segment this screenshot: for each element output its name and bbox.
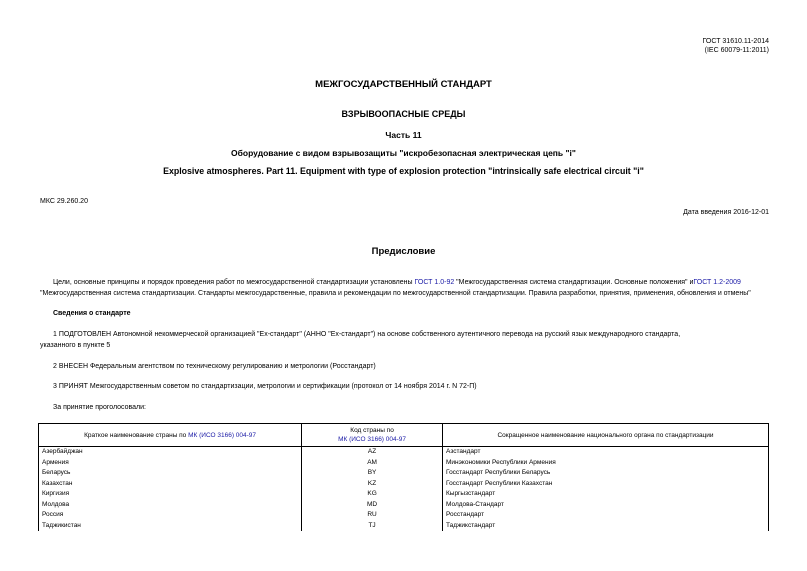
cell-standards-body: Азстандарт — [442, 447, 768, 458]
cell-country: Молдова — [39, 500, 302, 511]
gost-1-2-2009-link[interactable]: ГОСТ 1.2-2009 — [693, 279, 741, 286]
mks-code: МКС 29.260.20 — [40, 198, 88, 205]
paragraph-text: Цели, основные принципы и порядок проведения работ по межгосударственной стандартизации установлены — [53, 279, 415, 286]
table-header-row — [39, 424, 769, 447]
standard-title: ВЗРЫВООПАСНЫЕ СРЕДЫ — [341, 109, 466, 119]
table-row — [39, 489, 769, 500]
foreword-paragraph-1-continued: "Межгосударственная система стандартизации. Стандарты межгосударственные, правила и рекомендации по межгосударственной стандартизации. Правила разработки, принятия, применения, обновления и отмены" — [40, 290, 751, 297]
item-1-prepared: 1 ПОДГОТОВЛЕН Автономной некоммерческой организацией "Ех-стандарт" (АННО "Ех-стандарт") на основе собственного аутентичного перевода на русский язык международного стандарта, — [53, 331, 681, 338]
col-country-code — [302, 424, 443, 447]
table-row — [39, 521, 769, 532]
cell-code: KZ — [302, 479, 443, 490]
standard-subtitle-en: Explosive atmospheres. Part 11. Equipment with type of explosion protection "intrinsically safe electrical circuit "i" — [163, 166, 644, 176]
cell-country: Россия — [39, 510, 302, 521]
item-2-introduced: 2 ВНЕСЕН Федеральным агентством по техническому регулированию и метрологии (Росстандарт) — [53, 363, 376, 370]
standard-type-heading: МЕЖГОСУДАРСТВЕННЫЙ СТАНДАРТ — [315, 79, 492, 90]
mk-iso-link[interactable]: МК (ИСО 3166) 004-97 — [188, 431, 257, 439]
standard-id: ГОСТ 31610.11-2014 — [702, 38, 769, 45]
gost-1-0-92-link[interactable]: ГОСТ 1.0-92 — [414, 279, 455, 286]
cell-country: Азербайджан — [39, 447, 302, 458]
table-row — [39, 510, 769, 521]
iec-reference: (IEC 60079-11:2011) — [704, 47, 769, 54]
cell-country: Киргизия — [39, 489, 302, 500]
cell-country: Таджикистан — [39, 521, 302, 532]
cell-standards-body: Госстандарт Республики Беларусь — [442, 468, 768, 479]
cell-standards-body: Росстандарт — [442, 510, 768, 521]
col-standards-body: Сокращенное наименование национального органа по стандартизации — [442, 424, 768, 447]
table-row — [39, 479, 769, 490]
header-text: Код страны по — [350, 427, 394, 434]
countries-table — [38, 423, 769, 531]
cell-country: Казахстан — [39, 479, 302, 490]
table-row — [39, 500, 769, 511]
introduction-date: Дата введения 2016-12-01 — [683, 209, 769, 216]
voted-label: За принятие проголосовали: — [53, 404, 146, 411]
table-row — [39, 458, 769, 469]
table-body — [39, 447, 769, 532]
foreword-paragraph-1 — [40, 277, 769, 288]
cell-standards-body: Минэкономики Республики Армения — [442, 458, 768, 469]
about-standard-heading: Сведения о стандарте — [53, 310, 131, 317]
cell-country: Беларусь — [39, 468, 302, 479]
foreword-heading: Предисловие — [371, 246, 436, 257]
cell-code: TJ — [302, 521, 443, 532]
mk-iso-link[interactable]: МК (ИСО 3166) 004-97 — [338, 436, 407, 443]
item-1-prepared-continued: указанного в пункте 5 — [40, 342, 111, 349]
cell-code: RU — [302, 510, 443, 521]
cell-code: AZ — [302, 447, 443, 458]
cell-standards-body: Кыргызстандарт — [442, 489, 768, 500]
paragraph-text: "Межгосударственная система стандартизации. Основные положения" и — [454, 279, 694, 286]
cell-code: MD — [302, 500, 443, 511]
header-text: Краткое наименование страны по — [84, 431, 189, 439]
cell-code: BY — [302, 468, 443, 479]
cell-code: KG — [302, 489, 443, 500]
item-3-adopted: 3 ПРИНЯТ Межгосударственным советом по стандартизации, метрологии и сертификации (протокол от 14 ноября 2014 г. N 72-П) — [53, 383, 477, 390]
standard-part: Часть 11 — [385, 130, 422, 140]
table-row — [39, 468, 769, 479]
cell-country: Армения — [39, 458, 302, 469]
table-row — [39, 447, 769, 458]
col-country-name — [39, 424, 302, 447]
cell-standards-body: Госстандарт Республики Казахстан — [442, 479, 768, 490]
standard-subtitle-ru: Оборудование с видом взрывозащиты "искробезопасная электрическая цепь "i" — [231, 148, 576, 158]
cell-standards-body: Таджикстандарт — [442, 521, 768, 532]
cell-standards-body: Молдова-Стандарт — [442, 500, 768, 511]
cell-code: AM — [302, 458, 443, 469]
